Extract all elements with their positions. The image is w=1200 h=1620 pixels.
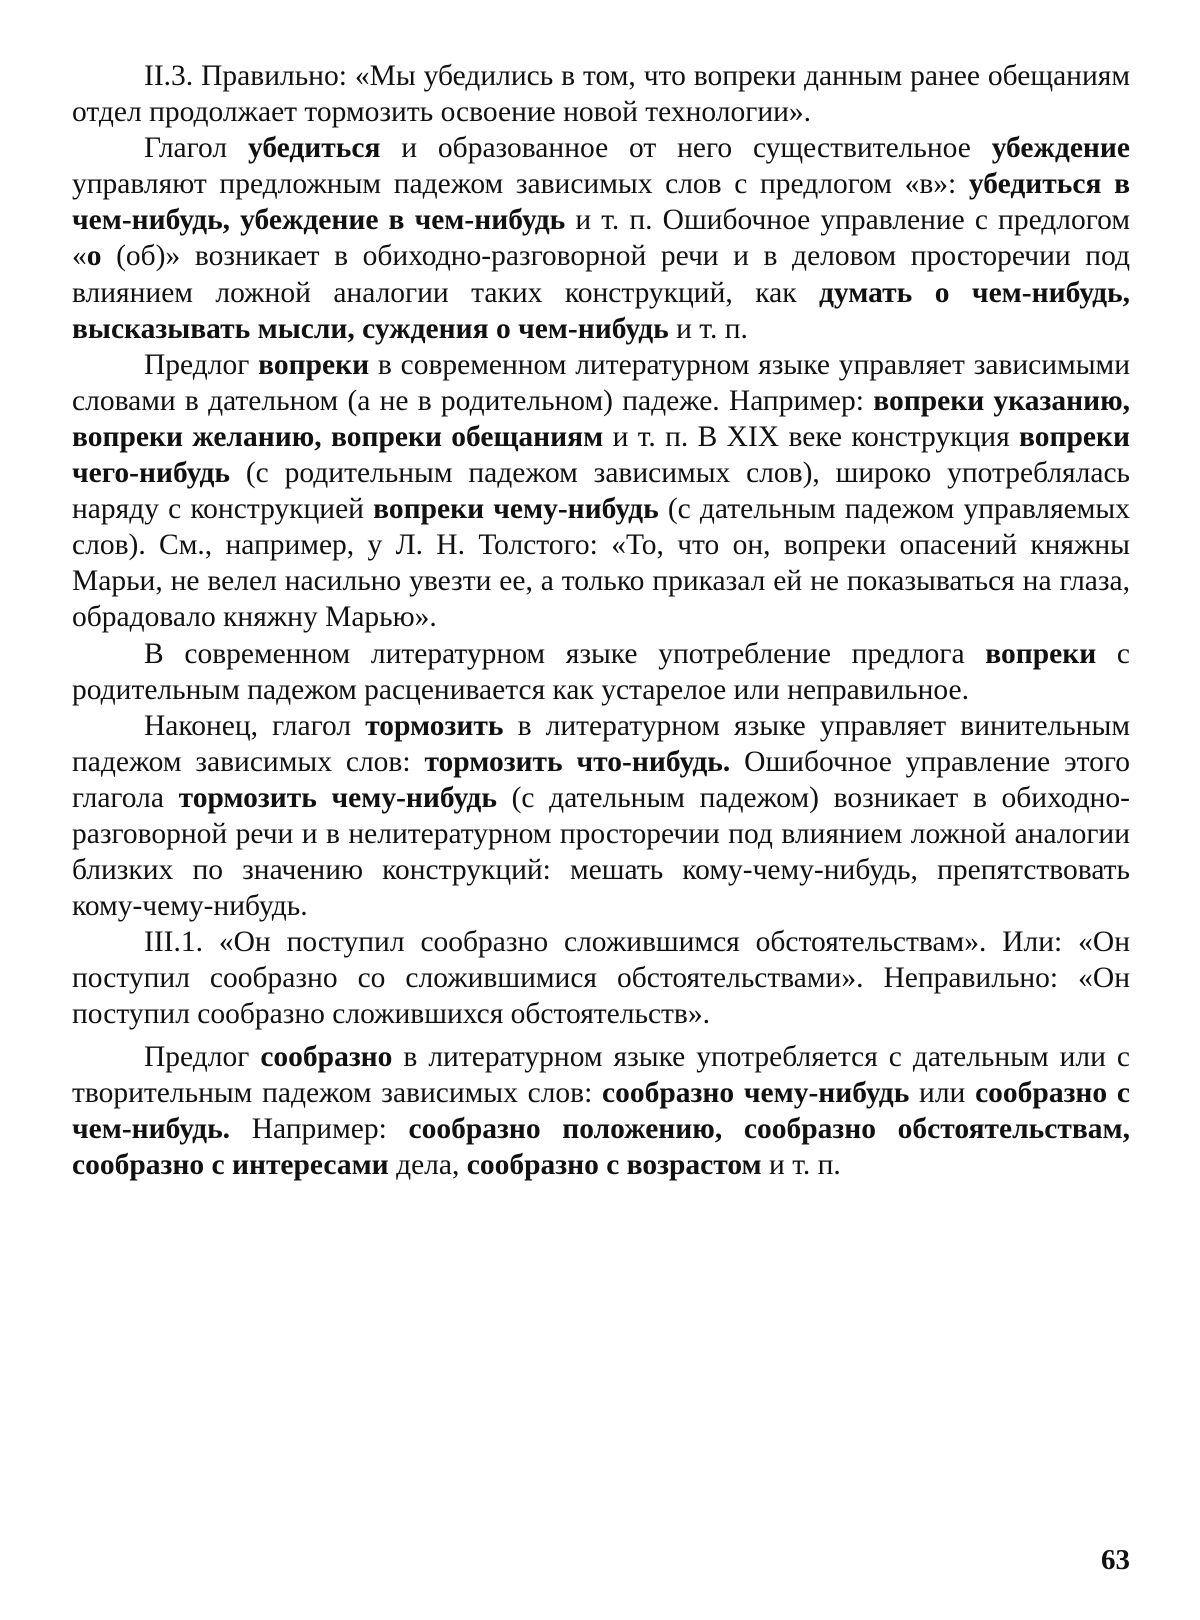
text-segment: Предлог — [144, 348, 259, 381]
bold-term: сообразно с чем-нибудь. — [72, 1076, 1130, 1145]
bold-term: убедиться в чем-нибудь, убеждение в чем-нибудь — [72, 168, 1131, 237]
text-segment: II.3. Правильно: «Мы убедились в том, что вопреки данным ранее обещаниям отдел продолжает тормозить освоение новой технологии». — [72, 60, 1130, 129]
text-segment: и т. п. В XIX веке конструкция — [603, 420, 1019, 453]
text-segment: в литературном языке управляет винительным падежом зависимых слов: — [72, 709, 1130, 778]
text-segment: или — [909, 1076, 976, 1109]
bold-term: вопреки — [258, 348, 370, 381]
bold-term: вопреки — [985, 637, 1097, 670]
bold-term: сообразно — [260, 1040, 393, 1073]
text-segment: Ошибочное управление этого глагола — [72, 745, 1130, 814]
paragraph-7 — [72, 1039, 1130, 1183]
text-segment: III.1. «Он поступил сообразно сложившимся обстоятельствам». Или: «Он поступил сообразно со сложившимися обстоятельствами». Неправильно: «Он поступил сообразно сложившихся обстоятельств». — [72, 926, 1130, 1031]
text-segment: в литературном языке употребляется с дательным или с творительным падежом зависимых слов: — [72, 1040, 1130, 1109]
text-segment: и образованное от него существительное — [380, 132, 992, 165]
text-segment: и т. п. — [668, 312, 748, 345]
paragraph-3 — [72, 347, 1130, 636]
text-segment: Наконец, глагол — [144, 709, 366, 742]
paragraph-2 — [72, 130, 1130, 347]
page-number: 63 — [1101, 1543, 1130, 1576]
text-segment: и т. п. Ошибочное управление с предлогом « — [72, 204, 1130, 273]
text-segment: управляют предложным падежом зависимых слов с предлогом «в»: — [72, 168, 969, 201]
paragraph-6 — [72, 924, 1130, 1032]
bold-term: думать о чем-нибудь, высказывать мысли, суждения о чем-нибудь — [72, 276, 1130, 345]
paragraph-4 — [72, 636, 1130, 708]
bold-term: вопреки указанию, вопреки желанию, вопреки обещаниям — [72, 384, 1131, 453]
text-segment: (об)» возникает в обиходно-разговорной речи и в деловом просторечии под влиянием ложной аналогии таких конструкций, как — [72, 240, 1130, 309]
bold-term: о — [86, 240, 102, 273]
bold-term: убеждение — [991, 132, 1130, 165]
bold-term: убедиться — [247, 132, 381, 165]
bold-term: сообразно с возрастом — [466, 1148, 762, 1181]
bold-term: вопреки чему-нибудь — [373, 493, 659, 526]
bold-term: вопреки чего-нибудь — [72, 420, 1130, 490]
text-segment: в современном литературном языке управляет зависимыми словами в дательном (а не в родительном) падеже. Например: — [72, 348, 1130, 417]
text-segment: (с дательным падежом управляемых слов). См., например, у Л. Н. Толстого: «То, что он, вопреки опасений княжны Марьи, не велел насильно увезти ее, а только приказал ей не показываться на глаза, обрадовало княжну Марью». — [72, 493, 1131, 634]
text-segment: дела, — [388, 1148, 467, 1181]
bold-term: тормозить что-нибудь. — [424, 745, 731, 778]
book-page — [72, 58, 1130, 1598]
text-segment: В современном литературном языке употребление предлога — [144, 637, 986, 670]
text-segment: Глагол — [144, 132, 248, 165]
text-segment: Предлог — [144, 1040, 261, 1073]
bold-term: тормозить — [365, 709, 504, 742]
paragraph-1 — [72, 58, 1130, 130]
text-segment: с родительным падежом расценивается как устарелое или неправильное. — [72, 637, 1130, 706]
text-segment: и т. п. — [761, 1148, 841, 1181]
text-segment: Например: — [230, 1112, 409, 1145]
paragraph-5 — [72, 708, 1130, 925]
text-segment: (с дательным падежом) возникает в обиходно-разговорной речи и в нелитературном просторечии под влиянием ложной аналогии близких по значению конструкций: мешать кому-чему-нибудь, препятствовать кому-чему-нибудь. — [72, 781, 1130, 923]
bold-term: тормозить чему-нибудь — [178, 781, 497, 814]
bold-term: сообразно чему-нибудь — [602, 1076, 910, 1109]
text-segment: (с родительным падежом зависимых слов), широко употреблялась наряду с конструкцией — [72, 457, 1130, 526]
bold-term: сообразно положению, сообразно обстоятельствам, сообразно с интересами — [72, 1112, 1130, 1181]
